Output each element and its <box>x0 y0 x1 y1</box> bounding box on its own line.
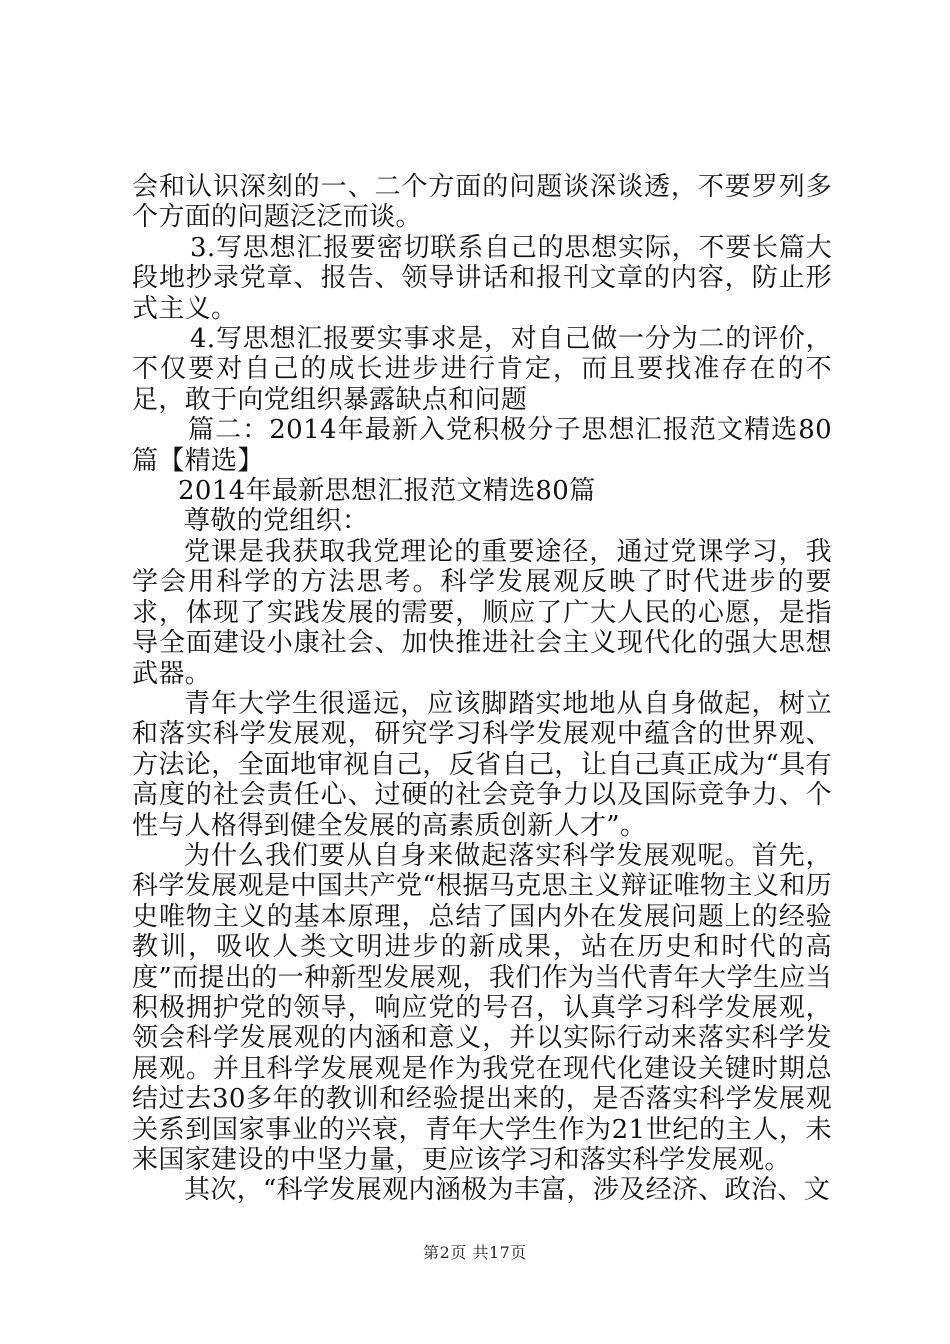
paragraph-body: 党课是我获取我党理论的重要途径，通过党课学习，我学会用科学的方法思考。科学发展观反映了时代进步的要求，体现了实践发展的需要，顺应了广大人民的心愿，是指导全面建设小康社会、加快推进社会主义现代化的强大思想武器。 <box>132 536 832 689</box>
paragraph-body: 青年大学生很遥远，应该脚踏实地地从自身做起，树立和落实科学发展观，研究学习科学发展观中蕴含的世界观、方法论，全面地审视自己，反省自己，让自己真正成为“具有高度的社会责任心、过硬的社会竞争力以及国际竞争力、个性与人格得到健全发展的高素质创新人才”。 <box>132 688 832 841</box>
paragraph-body: 其次，“科学发展观内涵极为丰富，涉及经济、政治、文 <box>184 1175 831 1206</box>
paragraph-item-3: 3.写思想汇报要密切联系自己的思想实际，不要长篇大段地抄录党章、报告、领导讲话和报刊文章的内容，防止形式主义。 <box>132 232 832 324</box>
paragraph-body: 为什么我们要从自身来做起落实科学发展观呢。首先，科学发展观是中国共产党“根据马克思主义辩证唯物主义和历史唯物主义的基本原理，总结了国内外在发展问题上的经验教训，吸收人类文明进步的新成果，站在历史和时代的高度”而提出的一种新型发展观，我们作为当代青年大学生应当积极拥护党的领导，响应党的号召，认真学习科学发展观，领会科学发展观的内涵和意义，并以实际行动来落实科学发展观。并且科学发展观是作为我党在现代化建设关键时期总结过去30多年的教训和经验提出来的，是否落实科学发展观关系到国家事业的兴衰，青年大学生作为21世纪的主人，未来国家建设的中坚力量，更应该学习和落实科学发展观。 <box>132 840 832 1175</box>
page-number: 第2页 共17页 <box>423 1243 527 1262</box>
section-subtitle: 2014年最新思想汇报范文精选80篇 <box>178 476 596 507</box>
document-body <box>132 172 832 1206</box>
paragraph-continued: 会和认识深刻的一、二个方面的问题谈深谈透，不要罗列多个方面的问题泛泛而谈。 <box>132 172 832 233</box>
paragraph-item-4: 4.写思想汇报要实事求是，对自己做一分为二的评价，不仅要对自己的成长进步进行肯定，而且要找准存在的不足，敢于向党组织暴露缺点和问题 <box>132 324 832 415</box>
section-heading: 篇二：2014年最新入党积极分子思想汇报范文精选80篇【精选】 <box>132 415 832 476</box>
salutation: 尊敬的党组织： <box>184 506 369 537</box>
